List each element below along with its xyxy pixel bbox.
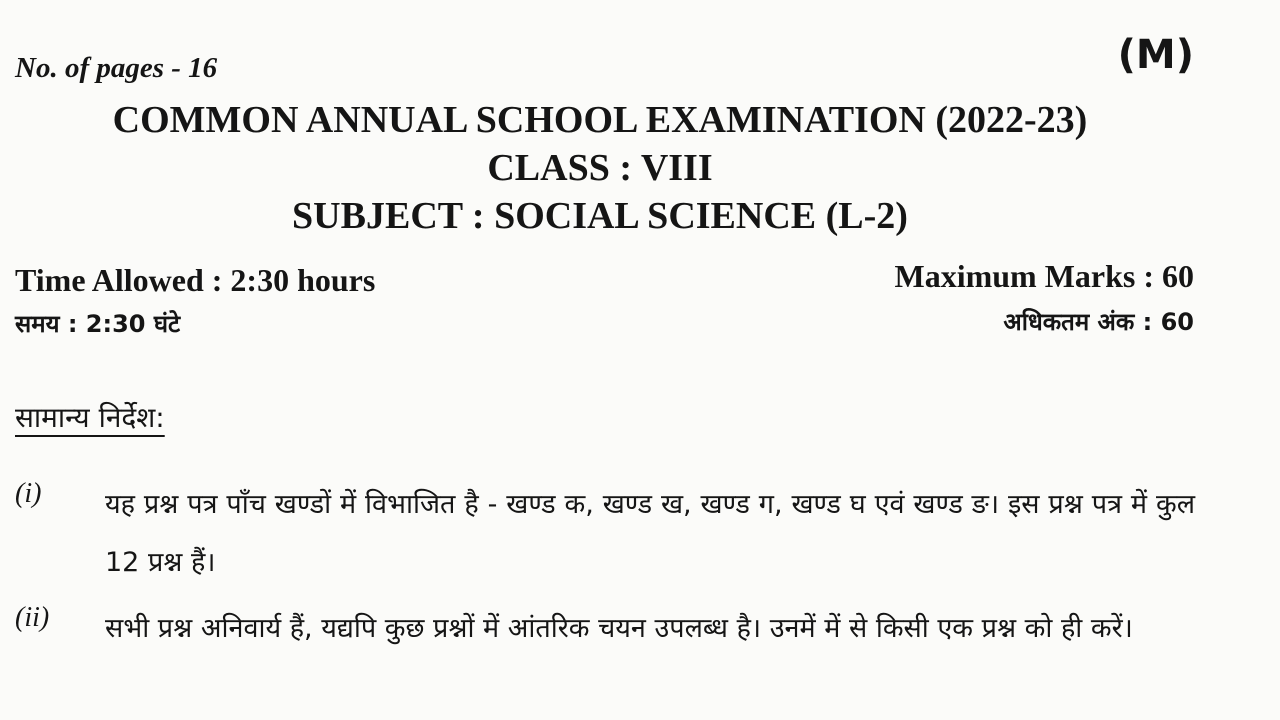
instruction-item bbox=[15, 600, 1195, 658]
subject-line: SUBJECT : SOCIAL SCIENCE (L-2) bbox=[292, 195, 908, 237]
instruction-number: (ii) bbox=[15, 602, 50, 633]
exam-title: COMMON ANNUAL SCHOOL EXAMINATION (2022-23) bbox=[112, 99, 1088, 141]
instruction-text: यह प्रश्न पत्र पाँच खण्डों में विभाजित है - खण्ड क, खण्ड ख, खण्ड ग, खण्ड घ एवं खण्ड ङ। इस प्रश्न पत्र में कुल 12 प्रश्न हैं। bbox=[105, 489, 1195, 578]
instruction-item bbox=[15, 476, 1195, 592]
instruction-text: सभी प्रश्न अनिवार्य हैं, यद्यपि कुछ प्रश्नों में आंतरिक चयन उपलब्ध है। उनमें में से किसी एक प्रश्न को ही करें। bbox=[105, 613, 1133, 644]
time-allowed-english: Time Allowed : 2:30 hours bbox=[15, 262, 376, 298]
maximum-marks-hindi: अधिकतम अंक : 60 bbox=[1003, 308, 1194, 336]
instruction-number: (i) bbox=[15, 478, 42, 509]
paper-code: (M) bbox=[1117, 32, 1194, 78]
time-allowed-hindi: समय : 2:30 घंटे bbox=[15, 310, 181, 338]
page-count: No. of pages - 16 bbox=[15, 52, 218, 84]
general-instructions-heading: सामान्य निर्देश: bbox=[15, 401, 165, 434]
maximum-marks-english: Maximum Marks : 60 bbox=[894, 258, 1194, 294]
class-line: CLASS : VIII bbox=[487, 147, 713, 189]
